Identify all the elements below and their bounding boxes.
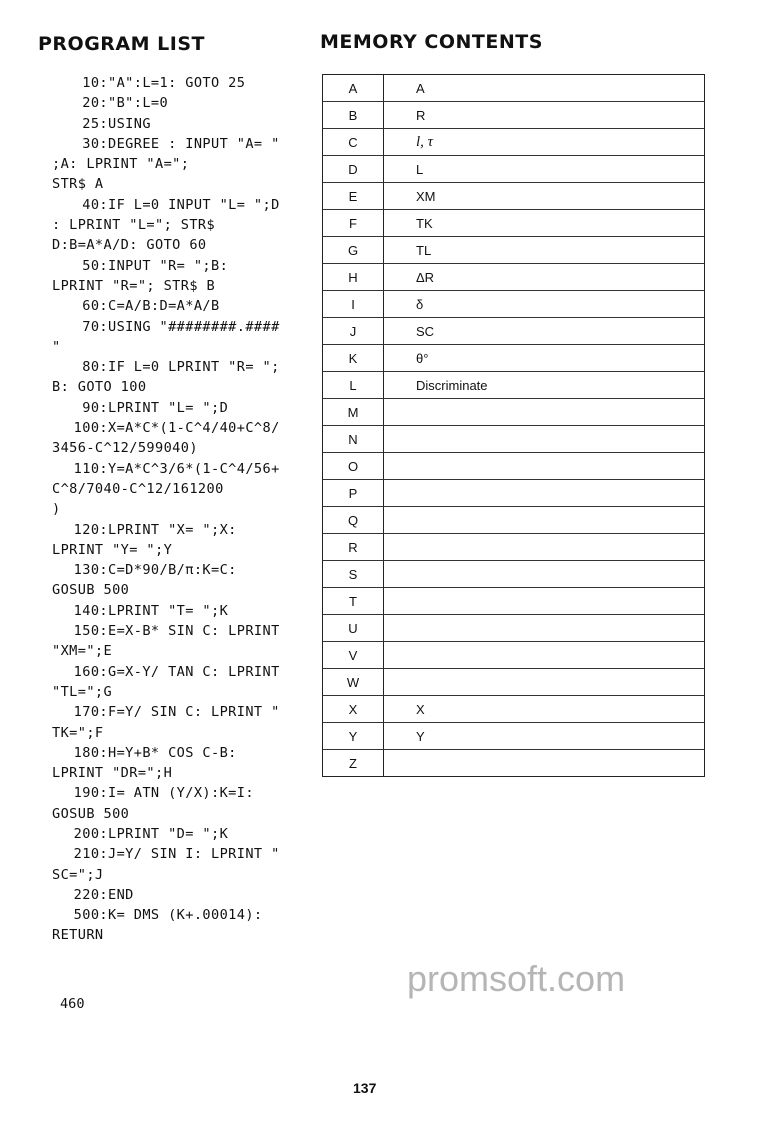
register-content: ΔR <box>416 269 435 285</box>
register-content: θ° <box>416 350 429 366</box>
program-line <box>52 317 280 337</box>
register-name: Q <box>323 507 384 533</box>
program-line <box>52 844 280 864</box>
register-content <box>384 399 704 425</box>
register-content <box>384 642 704 668</box>
line-continuation: 3456-C^12/599040) <box>52 440 198 457</box>
line-continuation: LPRINT "Y= ";Y <box>52 541 173 558</box>
line-number: 10: <box>82 75 108 91</box>
program-line <box>52 296 280 316</box>
line-code: LPRINT "D= ";K <box>108 825 229 842</box>
line-code: USING "########.#### <box>108 318 280 335</box>
footer-number: 460 <box>60 996 85 1012</box>
program-line <box>52 662 280 682</box>
program-line <box>52 93 280 113</box>
line-code: "A":L=1: GOTO 25 <box>108 75 246 91</box>
register-content <box>384 561 704 587</box>
register-content <box>384 750 704 776</box>
line-continuation: "XM=";E <box>52 643 113 660</box>
register-name: D <box>323 156 384 182</box>
line-number: 200: <box>73 825 108 842</box>
register-name: U <box>323 615 384 641</box>
register-name: X <box>323 696 384 722</box>
line-continuation: "TL=";G <box>52 683 113 700</box>
program-line <box>52 905 280 925</box>
register-name: F <box>323 210 384 236</box>
line-code: X=A*C*(1-C^4/40+C^8/ <box>108 420 280 437</box>
register-name: R <box>323 534 384 560</box>
line-code: H=Y+B* COS C-B: <box>108 744 237 761</box>
line-continuation: ) <box>52 501 61 518</box>
line-code: C=A/B:D=A*A/B <box>108 298 220 315</box>
line-number: 90: <box>82 399 108 416</box>
memory-row <box>323 345 704 372</box>
line-number: 100: <box>73 420 108 437</box>
line-number: 160: <box>73 663 108 680</box>
memory-row <box>323 102 704 129</box>
line-code: IF L=0 LPRINT "R= "; <box>108 359 280 376</box>
register-content: Y <box>416 728 425 744</box>
line-continuation: TK=";F <box>52 724 104 741</box>
register-name: N <box>323 426 384 452</box>
line-number: 180: <box>73 744 108 761</box>
line-code: "B":L=0 <box>108 95 169 112</box>
register-name: Y <box>323 723 384 749</box>
register-name: Z <box>323 750 384 776</box>
line-number: 190: <box>73 785 108 802</box>
program-line <box>52 73 280 93</box>
program-line <box>52 743 280 763</box>
register-name: I <box>323 291 384 317</box>
line-number: 120: <box>73 521 108 538</box>
line-number: 500: <box>73 907 108 924</box>
memory-row <box>323 426 704 453</box>
line-continuation: GOSUB 500 <box>52 582 130 599</box>
line-code: END <box>108 886 134 903</box>
register-name: A <box>323 75 384 101</box>
line-continuation: : LPRINT "L="; STR$ <box>52 217 216 234</box>
register-name: T <box>323 588 384 614</box>
line-number: 150: <box>73 623 108 640</box>
program-line <box>52 195 280 215</box>
line-continuation: B: GOTO 100 <box>52 379 147 396</box>
line-code: K= DMS (K+.00014): <box>108 907 263 924</box>
page-number: 137 <box>353 1080 377 1096</box>
line-number: 130: <box>73 562 108 579</box>
memory-row <box>323 723 704 750</box>
memory-row <box>323 75 704 102</box>
line-continuation: RETURN <box>52 927 104 944</box>
program-line <box>52 824 280 844</box>
register-content <box>384 615 704 641</box>
line-number: 140: <box>73 602 108 619</box>
register-name: L <box>323 372 384 398</box>
register-content: l, τ <box>416 133 434 150</box>
program-listing <box>52 73 280 946</box>
memory-row <box>323 318 704 345</box>
line-number: 20: <box>82 95 108 112</box>
register-content <box>384 453 704 479</box>
line-code: USING <box>108 115 151 132</box>
memory-row <box>323 156 704 183</box>
memory-row <box>323 453 704 480</box>
line-code: G=X-Y/ TAN C: LPRINT <box>108 663 280 680</box>
program-line <box>52 783 280 803</box>
line-continuation: SC=";J <box>52 866 104 883</box>
memory-row <box>323 480 704 507</box>
program-line <box>52 560 280 580</box>
line-code: Y=A*C^3/6*(1-C^4/56+ <box>108 460 280 477</box>
memory-row <box>323 669 704 696</box>
register-content: L <box>416 161 424 177</box>
line-continuation: LPRINT "DR=";H <box>52 765 173 782</box>
memory-row <box>323 237 704 264</box>
line-code: I= ATN (Y/X):K=I: <box>108 785 254 802</box>
memory-row <box>323 507 704 534</box>
program-line <box>52 621 280 641</box>
line-continuation: GOSUB 500 <box>52 805 130 822</box>
register-content <box>384 507 704 533</box>
register-name: B <box>323 102 384 128</box>
register-content: SC <box>416 323 435 339</box>
line-code: LPRINT "T= ";K <box>108 602 229 619</box>
program-line <box>52 398 280 418</box>
register-name: P <box>323 480 384 506</box>
register-content: XM <box>416 188 436 204</box>
line-continuation: LPRINT "R="; STR$ B <box>52 277 216 294</box>
register-content: A <box>416 80 425 96</box>
memory-row <box>323 264 704 291</box>
register-name: G <box>323 237 384 263</box>
program-line <box>52 256 280 276</box>
line-continuation: D:B=A*A/D: GOTO 60 <box>52 237 207 254</box>
line-continuation: ;A: LPRINT "A="; <box>52 156 190 173</box>
line-code: DEGREE : INPUT "A= " <box>108 135 280 152</box>
register-content: R <box>416 107 426 123</box>
register-content <box>384 669 704 695</box>
program-line <box>52 459 280 479</box>
register-name: M <box>323 399 384 425</box>
memory-row <box>323 615 704 642</box>
line-code: LPRINT "X= ";X: <box>108 521 237 538</box>
memory-row <box>323 399 704 426</box>
register-name: K <box>323 345 384 371</box>
register-name: V <box>323 642 384 668</box>
line-number: 210: <box>73 846 108 863</box>
line-number: 50: <box>82 257 108 274</box>
line-code: J=Y/ SIN I: LPRINT " <box>108 846 280 863</box>
line-continuation: STR$ A <box>52 176 104 193</box>
memory-row <box>323 642 704 669</box>
line-number: 70: <box>82 318 108 335</box>
line-number: 25: <box>82 115 108 132</box>
memory-row <box>323 372 704 399</box>
line-number: 60: <box>82 298 108 315</box>
register-name: W <box>323 669 384 695</box>
program-line <box>52 702 280 722</box>
register-name: H <box>323 264 384 290</box>
register-name: E <box>323 183 384 209</box>
program-line <box>52 885 280 905</box>
memory-contents-table <box>322 74 705 777</box>
memory-row <box>323 183 704 210</box>
program-list-heading: PROGRAM LIST <box>38 33 205 55</box>
line-code: LPRINT "L= ";D <box>108 399 229 416</box>
register-name: S <box>323 561 384 587</box>
watermark: promsoft.com <box>407 958 626 999</box>
register-content: δ <box>416 296 424 312</box>
register-content: Discriminate <box>416 377 488 393</box>
register-content: TK <box>416 215 433 231</box>
line-code: C=D*90/B/π:K=C: <box>108 562 237 579</box>
register-content <box>384 426 704 452</box>
register-content <box>384 480 704 506</box>
line-continuation: C^8/7040-C^12/161200 <box>52 480 224 497</box>
line-code: E=X-B* SIN C: LPRINT <box>108 623 280 640</box>
line-continuation: " <box>52 338 61 355</box>
memory-row <box>323 129 704 156</box>
memory-row <box>323 588 704 615</box>
register-content: TL <box>416 242 432 258</box>
line-number: 110: <box>73 460 108 477</box>
line-code: IF L=0 INPUT "L= ";D <box>108 196 280 213</box>
memory-contents-heading: MEMORY CONTENTS <box>320 31 543 53</box>
line-number: 170: <box>73 704 108 721</box>
program-line <box>52 601 280 621</box>
line-number: 40: <box>82 196 108 213</box>
memory-row <box>323 750 704 776</box>
line-code: INPUT "R= ";B: <box>108 257 229 274</box>
line-code: F=Y/ SIN C: LPRINT " <box>108 704 280 721</box>
register-name: J <box>323 318 384 344</box>
register-content: X <box>416 701 425 717</box>
program-line <box>52 134 280 154</box>
program-line <box>52 357 280 377</box>
memory-row <box>323 561 704 588</box>
program-line <box>52 418 280 438</box>
memory-row <box>323 534 704 561</box>
memory-row <box>323 696 704 723</box>
program-line <box>52 114 280 134</box>
program-line <box>52 520 280 540</box>
register-content <box>384 534 704 560</box>
register-content <box>384 588 704 614</box>
register-name: O <box>323 453 384 479</box>
line-number: 220: <box>73 886 108 903</box>
memory-row <box>323 210 704 237</box>
register-name: C <box>323 129 384 155</box>
line-number: 30: <box>82 135 108 152</box>
line-number: 80: <box>82 359 108 376</box>
memory-row <box>323 291 704 318</box>
